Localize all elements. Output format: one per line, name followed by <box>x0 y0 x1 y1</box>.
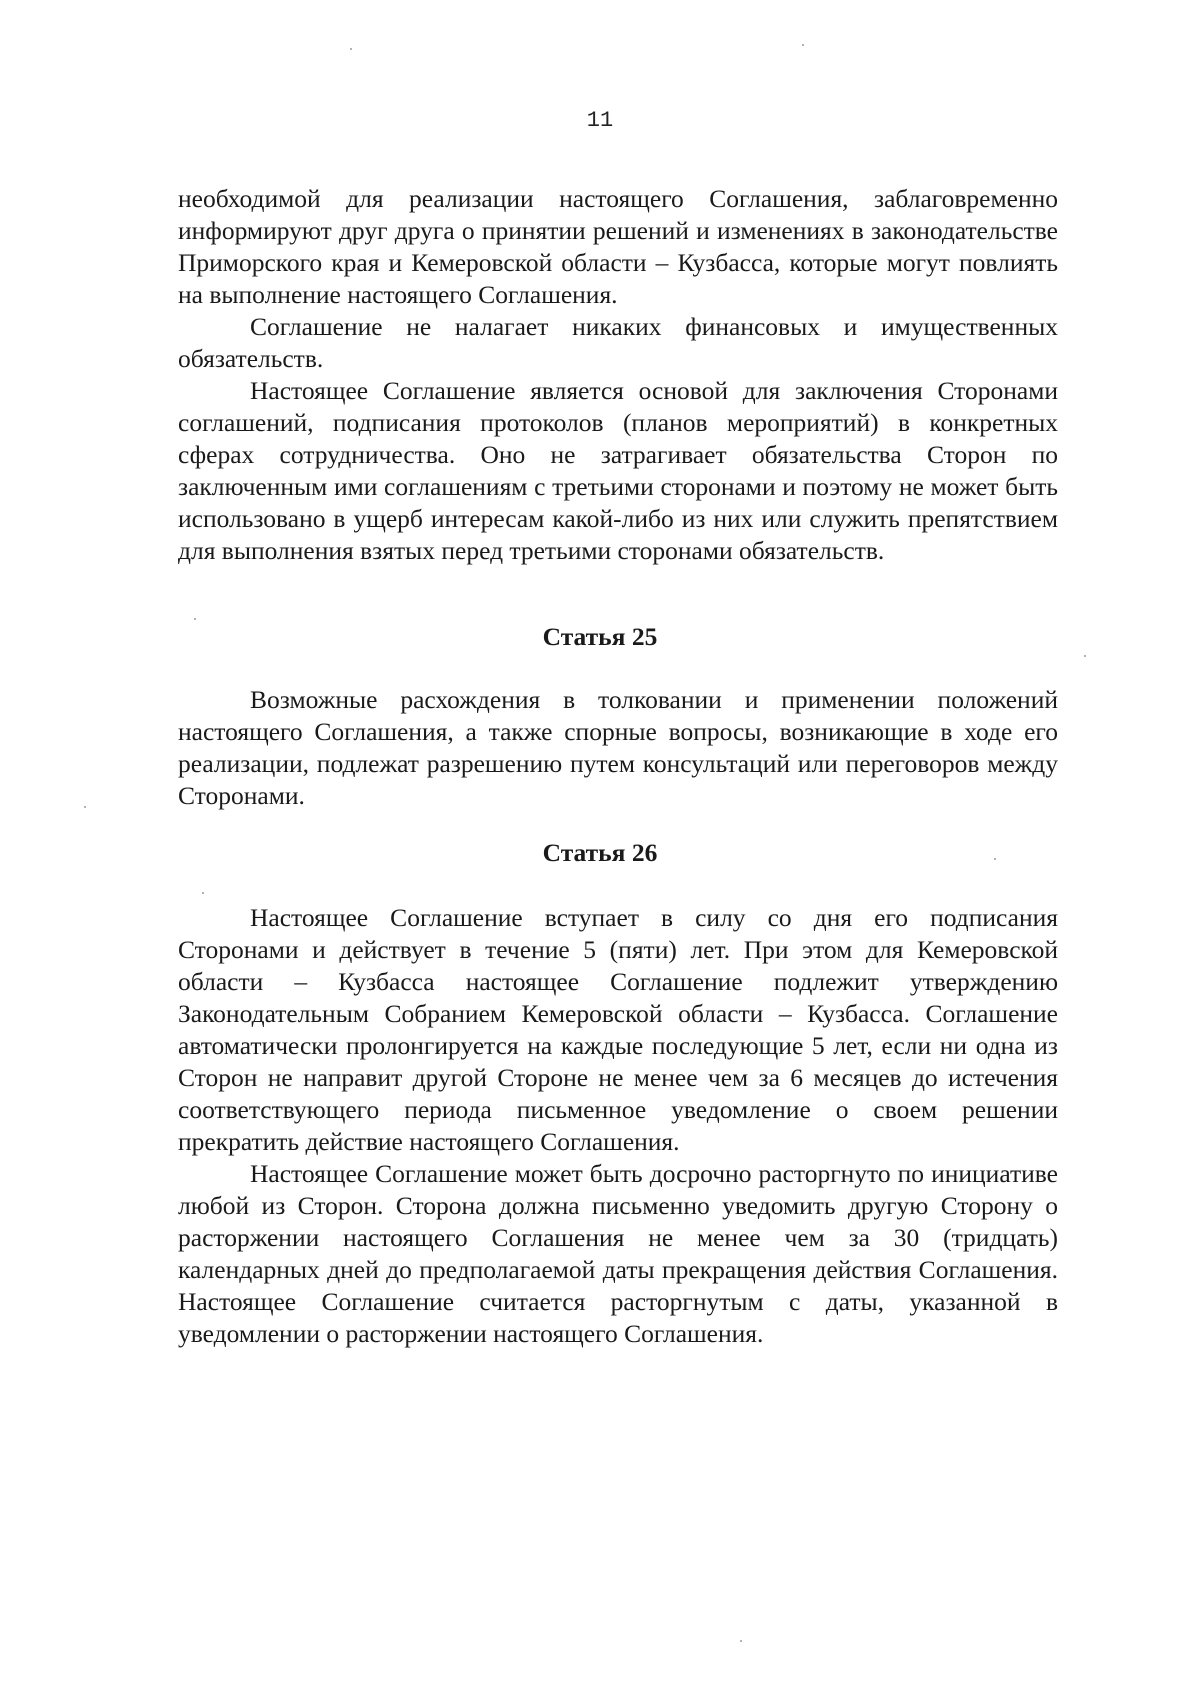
paragraph-continuation: необходимой для реализации настоящего Соглашения, заблаговременно информируют друг друга о принятии решений и изменениях в законодательстве Приморского края и Кемеровской области – Кузбасса, которые могут повлиять на выполнение настоящего Соглашения. <box>178 184 1058 309</box>
paragraph-no-obligations: Соглашение не налагает никаких финансовых и имущественных обязательств. <box>178 312 1058 373</box>
scan-speck <box>1084 655 1086 657</box>
scan-speck <box>194 618 196 620</box>
scan-speck <box>802 44 804 46</box>
scan-speck <box>350 48 352 50</box>
article-25-text-block <box>178 684 1058 812</box>
scan-speck <box>202 892 204 894</box>
article-26-text-block <box>178 902 1058 1350</box>
article-26-paragraph-entry-into-force: Настоящее Соглашение вступает в силу со дня его подписания Сторонами и действует в течение 5 (пяти) лет. При этом для Кемеровской области – Кузбасса настоящее Соглашение подлежит утверждению Законодательным Собранием Кемеровской области – Кузбасса. Соглашение автоматически пролонгируется на каждые последующие 5 лет, если ни одна из Сторон не направит другой Стороне не менее чем за 6 месяцев до истечения соответствующего периода письменное уведомление о своем решении прекратить действие настоящего Соглашения. <box>178 903 1058 1156</box>
article-25-heading: Статья 25 <box>542 622 658 651</box>
article-26-paragraph-termination: Настоящее Соглашение может быть досрочно расторгнуто по инициативе любой из Сторон. Сторона должна письменно уведомить другую Сторону о расторжении настоящего Соглашения не менее чем за 30 (тридцать) календарных дней до предполагаемой даты прекращения действия Соглашения. Настоящее Соглашение считается расторгнутым с даты, указанной в уведомлении о расторжении настоящего Соглашения. <box>178 1159 1058 1348</box>
intro-text-block <box>178 183 1058 567</box>
scan-speck <box>740 1640 742 1642</box>
article-25-paragraph: Возможные расхождения в толковании и применении положений настоящего Соглашения, а также спорные вопросы, возникающие в ходе его реализации, подлежат разрешению путем консультаций или переговоров между Сторонами. <box>178 685 1058 810</box>
page-number: 11 <box>586 108 614 133</box>
paragraph-basis: Настоящее Соглашение является основой для заключения Сторонами соглашений, подписания протоколов (планов мероприятий) в конкретных сферах сотрудничества. Оно не затрагивает обязательства Сторон по заключенным ими соглашениям с третьими сторонами и поэтому не может быть использовано в ущерб интересам какой-либо из них или служить препятствием для выполнения взятых перед третьими сторонами обязательств. <box>178 376 1058 565</box>
article-26-heading: Статья 26 <box>542 838 658 867</box>
scan-speck <box>994 858 996 860</box>
scan-speck <box>84 806 86 808</box>
